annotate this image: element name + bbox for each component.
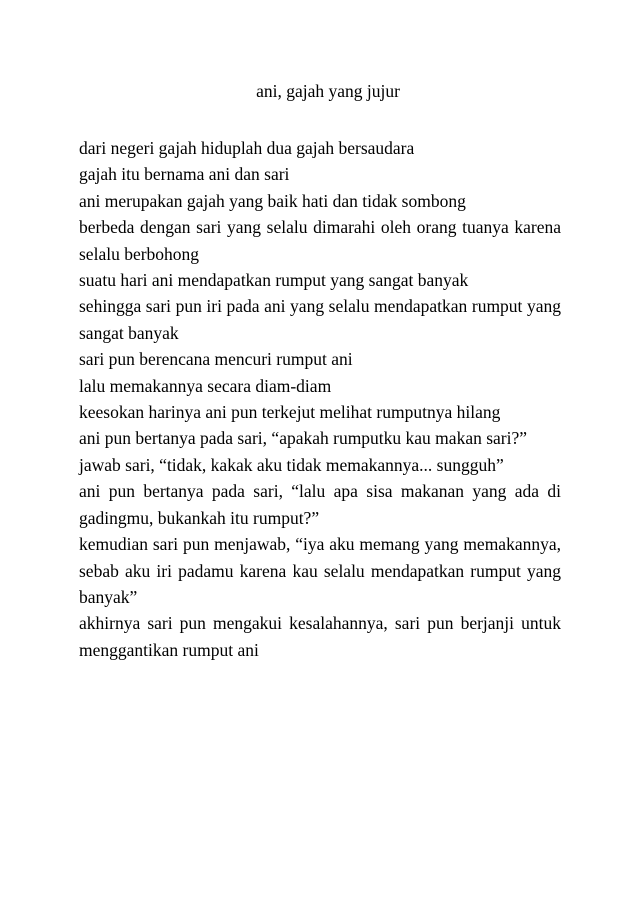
paragraph-13: kemudian sari pun menjawab, “iya aku memang yang memakannya, sebab aku iri padamu karena kau selalu mendapatkan rumput yang banyak” [79,534,561,607]
paragraph-3: ani merupakan gajah yang baik hati dan tidak sombong [79,190,466,211]
document-body [79,135,561,663]
paragraph-5: suatu hari ani mendapatkan rumput yang sangat banyak [79,270,469,291]
paragraph-2: gajah itu bernama ani dan sari [79,164,290,185]
paragraph-4: berbeda dengan sari yang selalu dimarahi oleh orang tuanya karena selalu berbohong [79,217,561,264]
paragraph-7: sari pun berencana mencuri rumput ani [79,349,353,370]
paragraph-11: jawab sari, “tidak, kakak aku tidak memakannya... sungguh” [79,454,504,475]
paragraph-1: dari negeri gajah hiduplah dua gajah bersaudara [79,138,415,158]
paragraph-10: ani pun bertanya pada sari, “apakah rumputku kau makan sari?” [79,428,528,449]
document-title: ani, gajah yang jujur [256,81,400,101]
paragraph-12: ani pun bertanya pada sari, “lalu apa sisa makanan yang ada di gadingmu, bukankah itu rumput?” [79,481,561,528]
paragraph-8: lalu memakannya secara diam-diam [79,375,332,396]
paragraph-6: sehingga sari pun iri pada ani yang selalu mendapatkan rumput yang sangat banyak [79,296,561,343]
paragraph-14: akhirnya sari pun mengakui kesalahannya, sari pun berjanji untuk menggantikan rumput ani [79,613,561,660]
paragraph-9: keesokan harinya ani pun terkejut melihat rumputnya hilang [79,402,501,423]
